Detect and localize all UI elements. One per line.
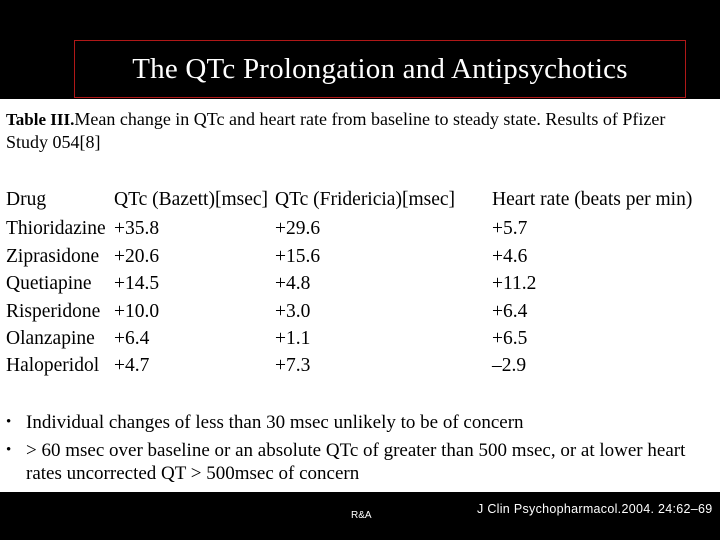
table-row	[6, 353, 720, 379]
table-row	[6, 299, 720, 325]
table-caption-text: Mean change in QTc and heart rate from baseline to steady state. Results of Pfizer Study 054[8]	[6, 109, 666, 152]
header-qtc-bazett: QTc (Bazett)[msec]	[114, 189, 269, 210]
cell-qtc-bazett: +14.5	[114, 273, 160, 294]
cell-qtc-fridericia: +29.6	[275, 218, 321, 239]
header-heart-rate: Heart rate (beats per min)	[492, 189, 693, 210]
cell-heart-rate: +11.2	[492, 273, 537, 294]
cell-qtc-fridericia: +4.8	[275, 273, 311, 294]
note-text: Individual changes of less than 30 msec unlikely to be of concern	[26, 412, 524, 433]
table-row	[6, 326, 720, 352]
table-row	[6, 216, 720, 242]
slide-title-box	[74, 40, 686, 98]
header-qtc-fridericia: QTc (Fridericia)[msec]	[275, 189, 456, 210]
cell-heart-rate: –2.9	[492, 355, 527, 376]
cell-qtc-fridericia: +3.0	[275, 301, 311, 322]
cell-drug: Haloperidol	[6, 355, 100, 376]
cell-drug: Ziprasidone	[6, 246, 100, 267]
cell-qtc-bazett: +6.4	[114, 328, 150, 349]
cell-drug: Olanzapine	[6, 328, 95, 349]
header-drug: Drug	[6, 189, 47, 210]
cell-heart-rate: +5.7	[492, 218, 528, 239]
cell-heart-rate: +4.6	[492, 246, 528, 267]
cell-qtc-bazett: +10.0	[114, 301, 160, 322]
cell-drug: Risperidone	[6, 301, 101, 322]
cell-qtc-fridericia: +15.6	[275, 246, 321, 267]
table-panel	[0, 99, 720, 492]
slide-title: The QTc Prolongation and Antipsychotics	[132, 52, 628, 85]
cell-heart-rate: +6.5	[492, 328, 528, 349]
cell-qtc-bazett: +35.8	[114, 218, 160, 239]
cell-qtc-bazett: +20.6	[114, 246, 160, 267]
bullet-icon: •	[6, 414, 12, 430]
note-text: > 60 msec over baseline or an absolute QTc of greater than 500 msec, or at lower heart rates uncorrected QT > 500msec of concern	[26, 440, 686, 484]
table-caption-label: Table III.	[6, 110, 75, 129]
cell-qtc-bazett: +4.7	[114, 355, 150, 376]
table-row	[6, 244, 720, 270]
footer-label: R&A	[351, 510, 372, 521]
cell-drug: Thioridazine	[6, 218, 106, 239]
cell-heart-rate: +6.4	[492, 301, 528, 322]
table-row	[6, 271, 720, 297]
table-header-row	[6, 187, 720, 213]
bullet-icon: •	[6, 442, 12, 458]
cell-drug: Quetiapine	[6, 273, 92, 294]
table-caption	[6, 108, 706, 154]
cell-qtc-fridericia: +7.3	[275, 355, 311, 376]
cell-qtc-fridericia: +1.1	[275, 328, 311, 349]
citation: J Clin Psychopharmacol.2004. 24:62–69	[477, 502, 713, 516]
